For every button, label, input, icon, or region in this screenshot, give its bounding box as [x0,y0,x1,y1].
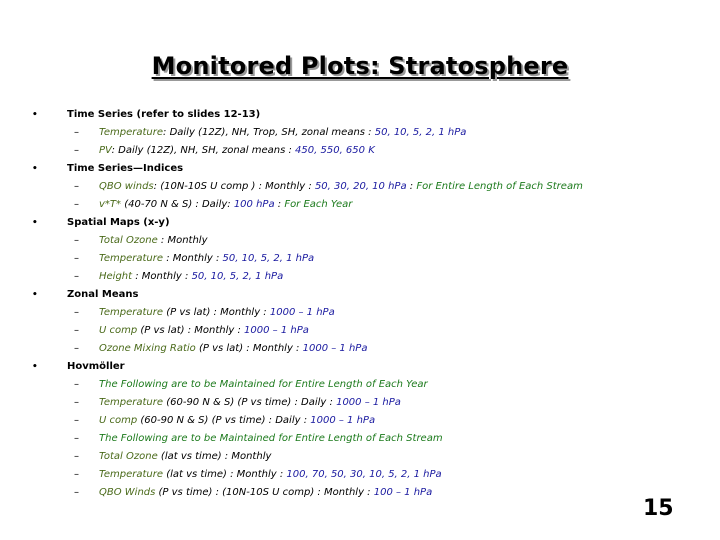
subitem-text [99,178,583,196]
section-heading: Time Series—Indices [67,163,184,174]
outline-subitem [32,178,692,196]
section-heading: Spatial Maps (x-y) [67,217,170,228]
text-run: Ozone Mixing Ratio [99,343,196,354]
text-run: (40-70 N & S) : Daily: [121,199,234,210]
outline-section [32,160,692,178]
dash-icon: – [74,433,79,444]
dash-icon: – [74,271,79,282]
text-run: : (10N-10S U comp ) : Monthly : [153,181,315,192]
subitem-text [99,376,428,394]
section-heading: Zonal Means [67,289,139,300]
text-run: (lat vs time) : Monthly : [163,469,287,480]
text-run: 50, 10, 5, 2, 1 hPa [222,253,315,264]
dash-icon: – [74,235,79,246]
dash-icon: – [74,343,79,354]
text-run: (P vs time) : (10N-10S U comp) : Monthly : [155,487,374,498]
text-run: (P vs lat) : Monthly : [137,325,245,336]
text-run: The Following are to be Maintained for Entire Length of Each Stream [99,433,443,444]
dash-icon: – [74,181,79,192]
section-heading: Hovmöller [67,361,125,372]
bullet-icon: • [32,164,38,174]
outline-subitem [32,196,692,214]
text-run: : Monthly [157,235,208,246]
subitem-text [99,448,271,466]
text-run: : Daily (12Z), NH, SH, zonal means : [111,145,296,156]
text-run: (60-90 N & S) (P vs time) : Daily : [137,415,311,426]
bullet-icon: • [32,110,38,120]
text-run: QBO winds [99,181,154,192]
dash-icon: – [74,307,79,318]
outline-subitem [32,250,692,268]
bullet-outline [32,106,692,502]
outline-subitem [32,304,692,322]
subitem-text [99,250,314,268]
outline-section [32,358,692,376]
dash-icon: – [74,469,79,480]
dash-icon: – [74,145,79,156]
subitem-text [99,196,352,214]
text-run: Temperature [99,397,164,408]
text-run: (P vs lat) : Monthly : [195,343,303,354]
text-run: 1000 – 1 hPa [336,397,401,408]
text-run: For Entire Length of Each Stream [416,181,583,192]
subitem-text [99,430,443,448]
dash-icon: – [74,325,79,336]
dash-icon: – [74,253,79,264]
subitem-text [99,268,283,286]
subitem-text [99,232,208,250]
page-number: 15 [643,496,674,521]
dash-icon: – [74,379,79,390]
text-run: U comp [99,415,138,426]
bullet-icon: • [32,362,38,372]
text-run: 50, 10, 5, 2, 1 hPa [374,127,467,138]
outline-subitem [32,376,692,394]
outline-subitem [32,232,692,250]
text-run: 100, 70, 50, 30, 10, 5, 2, 1 hPa [286,469,442,480]
text-run: QBO Winds [99,487,156,498]
text-run: 1000 – 1 hPa [244,325,309,336]
subitem-text [99,394,401,412]
text-run: : Monthly : [163,253,223,264]
dash-icon: – [74,199,79,210]
outline-section [32,214,692,232]
subitem-text [99,142,375,160]
subitem-text [99,466,442,484]
subitem-text [99,484,432,502]
text-run: Temperature [99,127,164,138]
outline-subitem [32,142,692,160]
text-run: PV [99,145,112,156]
outline-subitem [32,124,692,142]
outline-subitem [32,466,692,484]
text-run: Height [99,271,133,282]
bullet-icon: • [32,218,38,228]
subitem-text [99,340,367,358]
dash-icon: – [74,451,79,462]
outline-subitem [32,394,692,412]
dash-icon: – [74,487,79,498]
outline-subitem [32,430,692,448]
text-run: : [274,199,285,210]
text-run: 100 – 1 hPa [373,487,433,498]
section-heading: Time Series (refer to slides 12-13) [67,109,261,120]
dash-icon: – [74,415,79,426]
outline-subitem [32,268,692,286]
outline-subitem [32,340,692,358]
subitem-text [99,322,309,340]
text-run: Temperature [99,469,164,480]
text-run: 50, 30, 20, 10 hPa [314,181,407,192]
text-run: 1000 – 1 hPa [310,415,376,426]
dash-icon: – [74,127,79,138]
outline-section [32,286,692,304]
outline-subitem [32,484,692,502]
text-run: v*T* [99,199,122,210]
outline-subitem [32,412,692,430]
text-run: 50, 10, 5, 2, 1 hPa [191,271,284,282]
text-run: (lat vs time) : Monthly [157,451,272,462]
text-run: Total Ozone [99,451,158,462]
slide-title: Monitored Plots: Stratosphere [151,52,569,80]
subitem-text [99,304,335,322]
text-run: : [406,181,417,192]
text-run: Temperature [99,307,164,318]
text-run: 1000 – 1 hPa [302,343,368,354]
text-run: 100 hPa [233,199,275,210]
text-run: 1000 – 1 hPa [269,307,335,318]
text-run: (60-90 N & S) (P vs time) : Daily : [163,397,337,408]
outline-section [32,106,692,124]
text-run: : Monthly : [132,271,192,282]
text-run: (P vs lat) : Monthly : [163,307,270,318]
text-run: For Each Year [284,199,353,210]
dash-icon: – [74,397,79,408]
outline-subitem [32,322,692,340]
text-run: 450, 550, 650 K [295,145,375,156]
subitem-text [99,412,375,430]
text-run: : Daily (12Z), NH, Trop, SH, zonal means : [163,127,375,138]
subitem-text [99,124,466,142]
text-run: The Following are to be Maintained for Entire Length of Each Year [99,379,428,390]
outline-subitem [32,448,692,466]
text-run: Temperature [99,253,164,264]
text-run: U comp [99,325,138,336]
bullet-icon: • [32,290,38,300]
text-run: Total Ozone [99,235,158,246]
